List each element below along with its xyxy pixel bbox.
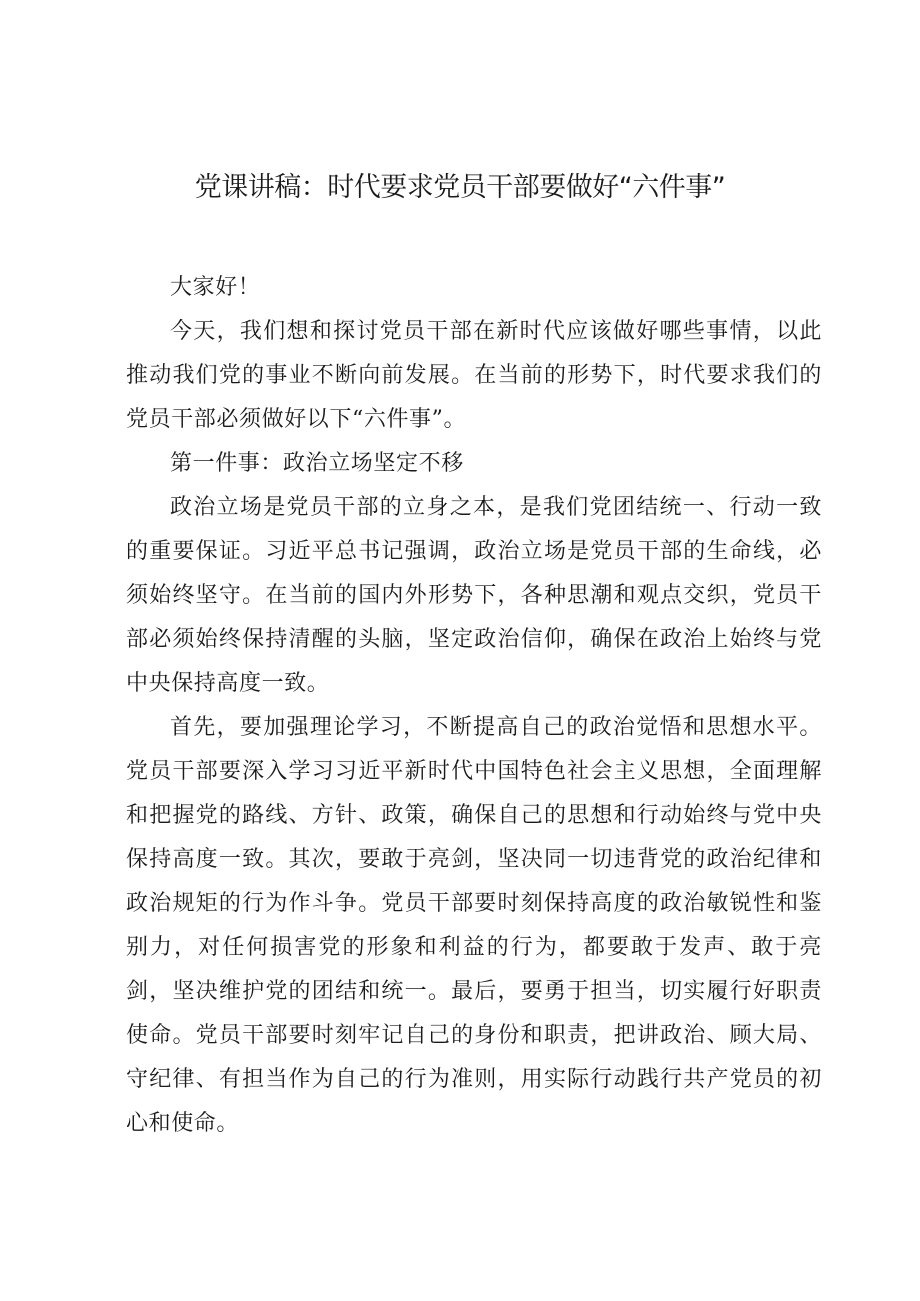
document-title: 党课讲稿：时代要求党员干部要做好“六件事” xyxy=(194,172,726,203)
body-paragraph: 首先，要加强理论学习，不断提高自己的政治觉悟和思想水平。党员干部要深入学习习近平新时代中国特色社会主义思想，全面理解和把握党的路线、方针、政策，确保自己的思想和行动始终与党中央保持高度一致。其次，要敢于亮剑，坚决同一切违背党的政治纪律和政治规矩的行为作斗争。党员干部要时刻保持高度的政治敏锐性和鉴别力，对任何损害党的形象和利益的行为，都要敢于发声、敢于亮剑，坚决维护党的团结和统一。最后，要勇于担当，切实履行好职责使命。党员干部要时刻牢记自己的身份和职责，把讲政治、顾大局、守纪律、有担当作为自己的行为准则，用实际行动践行共产党员的初心和使命。 xyxy=(126,715,822,1136)
intro-paragraph: 今天，我们想和探讨党员干部在新时代应该做好哪些事情，以此推动我们党的事业不断向前发展。在当前的形势下，时代要求我们的党员干部必须做好以下“六件事”。 xyxy=(126,319,822,432)
greeting-paragraph: 大家好！ xyxy=(170,275,261,300)
document-body xyxy=(126,266,822,1146)
section-heading: 第一件事：政治立场坚定不移 xyxy=(170,451,464,476)
body-paragraph: 政治立场是党员干部的立身之本，是我们党团结统一、行动一致的重要保证。习近平总书记强调，政治立场是党员干部的生命线，必须始终坚守。在当前的国内外形势下，各种思潮和观点交织，党员干部必须始终保持清醒的头脑，坚定政治信仰，确保在政治上始终与党中央保持高度一致。 xyxy=(126,495,822,696)
